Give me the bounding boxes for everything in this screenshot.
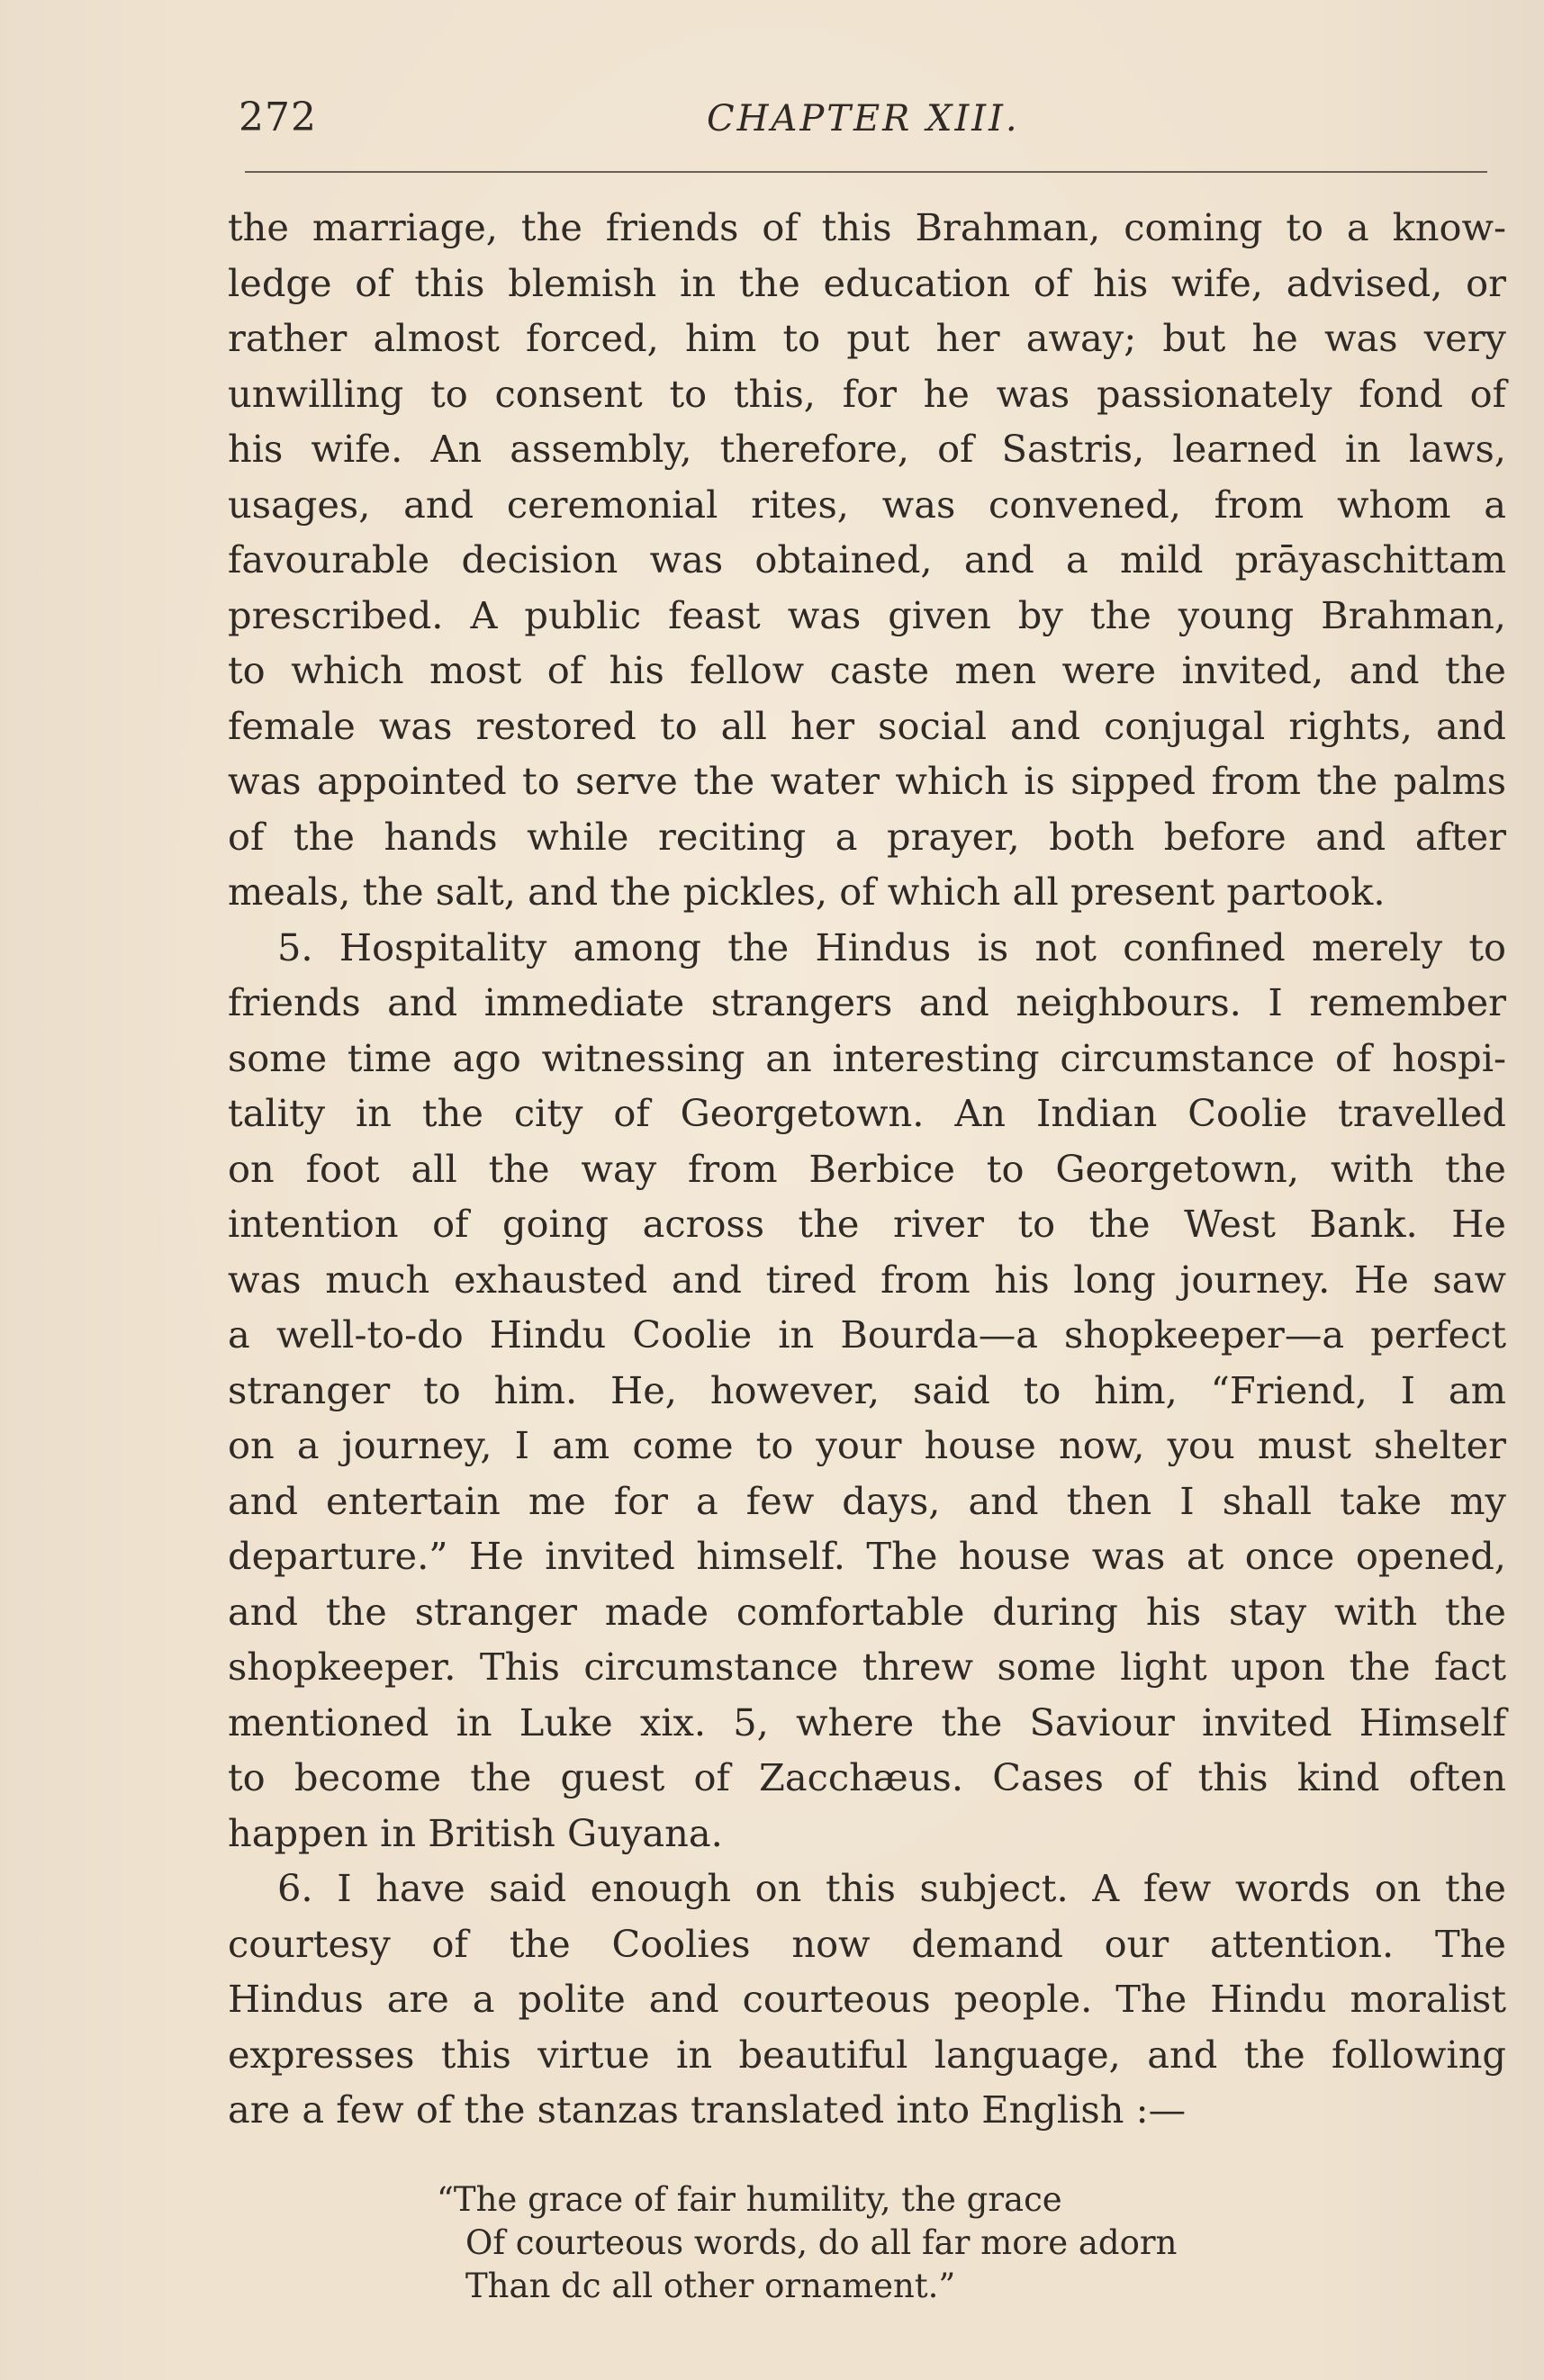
text-line: a well-to-do Hindu Coolie in Bourda—a shopkeeper—a perfect: [228, 1312, 1506, 1357]
verse-line: Than dc all other ornament.”: [465, 2267, 956, 2305]
text-line: are a few of the stanzas translated into English :—: [228, 2087, 1187, 2132]
text-line: courtesy of the Coolies now demand our attention. The: [228, 1921, 1506, 1966]
text-line: meals, the salt, and the pickles, of which all present partook.: [228, 870, 1386, 914]
text-line: Hindus are a polite and courteous people. The Hindu moralist: [228, 1977, 1506, 2021]
text-line: some time ago witnessing an interesting circumstance of hospi-: [228, 1035, 1506, 1080]
verse-quote: [437, 2178, 1177, 2308]
text-line: the marriage, the friends of this Brahman, coming to a know-: [228, 205, 1506, 249]
text-line: was appointed to serve the water which is sipped from the palms: [228, 759, 1506, 803]
page-number: 272: [239, 95, 317, 140]
text-line: departure.” He invited himself. The house was at once opened,: [228, 1534, 1506, 1578]
verse-line: “The grace of fair humility, the grace: [437, 2180, 1062, 2219]
text-line: shopkeeper. This circumstance threw some light upon the fact: [228, 1645, 1506, 1689]
header-rule: [245, 171, 1487, 173]
text-line: favourable decision was obtained, and a mild prāyaschittam: [228, 537, 1506, 581]
text-line: and the stranger made comfortable during his stay with the: [228, 1589, 1506, 1634]
body-text: [228, 200, 1506, 2138]
text-line: usages, and ceremonial rites, was convened, from whom a: [228, 482, 1506, 527]
text-line: happen in British Guyana.: [228, 1810, 723, 1855]
text-line: expresses this virtue in beautiful language, and the following: [228, 2032, 1506, 2077]
text-line: of the hands while reciting a prayer, both before and after: [228, 814, 1506, 859]
chapter-title: CHAPTER XIII.: [707, 98, 1020, 140]
text-line: on a journey, I am come to your house now, you must shelter: [228, 1423, 1506, 1467]
paragraph-start-5: 5. Hospitality among the Hindus is not confined merely to: [277, 924, 1506, 969]
verse-line: Of courteous words, do all far more adorn: [465, 2223, 1178, 2262]
text-line: rather almost forced, him to put her away; but he was very: [228, 316, 1506, 360]
text-line: unwilling to consent to this, for he was passionately fond of: [228, 371, 1506, 416]
text-line: ledge of this blemish in the education of his wife, advised, or: [228, 260, 1506, 305]
text-line: on foot all the way from Berbice to Georgetown, with the: [228, 1146, 1506, 1191]
running-header: [239, 95, 1485, 158]
text-line: his wife. An assembly, therefore, of Sastris, learned in laws,: [228, 427, 1506, 471]
text-line: intention of going across the river to the West Bank. He: [228, 1202, 1506, 1246]
text-line: and entertain me for a few days, and then I shall take my: [228, 1478, 1506, 1523]
text-line: female was restored to all her social and conjugal rights, and: [228, 703, 1506, 748]
text-line: to become the guest of Zacchæus. Cases of this kind often: [228, 1755, 1506, 1799]
text-line: prescribed. A public feast was given by the young Brahman,: [228, 592, 1506, 637]
paragraph-start-6: 6. I have said enough on this subject. A few words on the: [277, 1866, 1506, 1910]
text-line: to which most of his fellow caste men were invited, and the: [228, 648, 1506, 692]
text-line: friends and immediate strangers and neighbours. I remember: [228, 980, 1506, 1024]
text-line: tality in the city of Georgetown. An Indian Coolie travelled: [228, 1091, 1506, 1135]
text-line: stranger to him. He, however, said to him, “Friend, I am: [228, 1367, 1506, 1412]
text-line: mentioned in Luke xix. 5, where the Saviour invited Himself: [228, 1699, 1506, 1744]
text-line: was much exhausted and tired from his long journey. He saw: [228, 1257, 1506, 1302]
